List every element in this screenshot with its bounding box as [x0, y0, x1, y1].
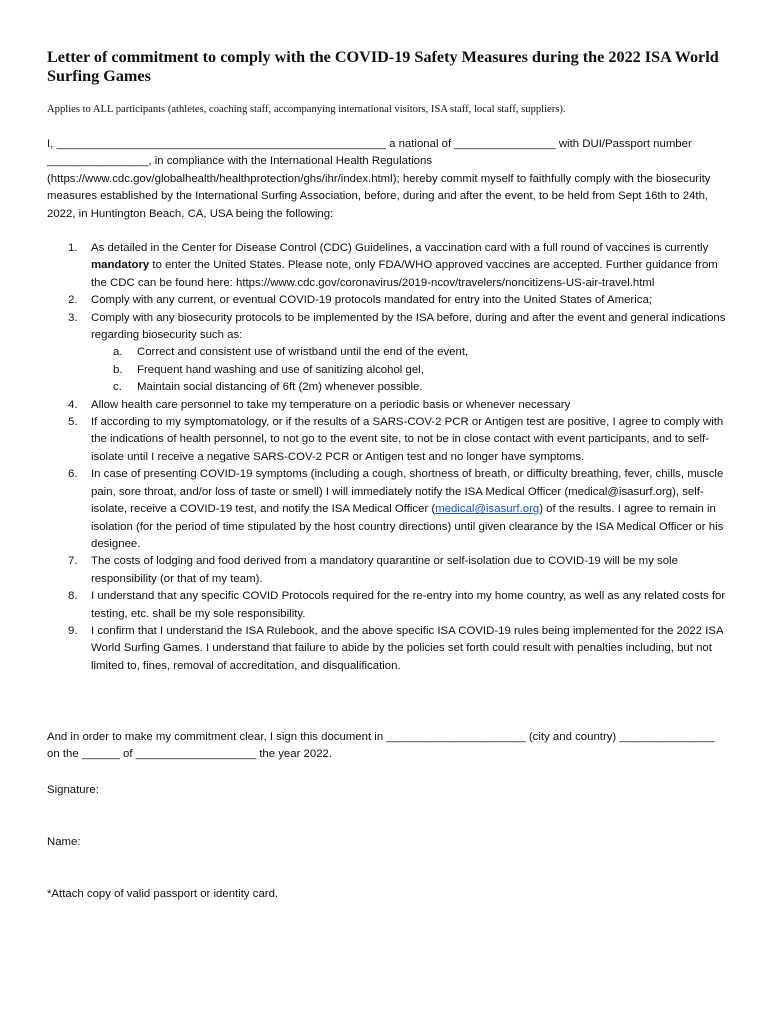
list-item	[47, 588, 727, 623]
list-item-text: ) of the results. I agree to remain in isolation (for the period of time stipulated by the host country directions) until given clearance by the ISA Medical Officer or his designee.	[91, 503, 724, 550]
applies-to-note: Applies to ALL participants (athletes, coaching staff, accompanying international visitors, ISA staff, local staff, suppliers).	[47, 104, 566, 115]
list-item	[47, 292, 727, 309]
list-item-text: If according to my symptomatology, or if the results of a SARS-COV-2 PCR or Antigen test are positive, I agree to comply with the indications of health personnel, to not go to the event site, to not be in close contact with event participants, and to self-isolate until I receive a negative SARS-COV-2 PCR or Antigen test and no longer have symptoms.	[91, 416, 724, 463]
list-item	[47, 240, 727, 292]
sub-list-item	[91, 344, 727, 361]
list-item	[47, 623, 727, 675]
sub-item-text: Correct and consistent use of wristband until the end of the event,	[137, 346, 469, 359]
list-item-text: As detailed in the Center for Disease Control (CDC) Guidelines, a vaccination card with a full round of vaccines is currently	[91, 242, 709, 254]
list-item-text: I understand that any specific COVID Protocols required for the re-entry into my home country, as well as any related costs for testing, etc. shall be my sole responsibility.	[91, 590, 726, 620]
signature-label: Signature:	[47, 784, 99, 796]
list-item-number: 8.	[68, 590, 78, 603]
list-item	[47, 310, 727, 397]
list-item-text: I confirm that I understand the ISA Rulebook, and the above specific ISA COVID-19 rules being implemented for the 2022 ISA World Surfing Games. I understand that failure to abide by the policies set forth could result with penalties including, but not limited to, fines, removal of accreditation, and disqualification.	[91, 624, 723, 672]
list-item-text: Allow health care personnel to take my temperature on a periodic basis or whenever necessary	[91, 398, 571, 411]
name-label: Name:	[47, 836, 81, 848]
mandatory-emphasis: mandatory	[91, 259, 150, 272]
list-item-text: In case of presenting COVID-19 symptoms (including a cough, shortness of breath, or difficulty breathing, fever, chills, muscle pain, sore throat, and/or loss of taste or smell) I will immediately notify the ISA Medical Officer (medical@isasurf.org), self-isolate, receive a COVID-19 test, and notify the ISA Medical Officer (	[91, 468, 724, 516]
list-item-number: 5.	[68, 416, 78, 429]
list-item	[47, 414, 727, 466]
sub-list-item	[91, 362, 727, 379]
passport-footnote: *Attach copy of valid passport or identity card.	[47, 888, 279, 900]
sub-list-item	[91, 379, 727, 396]
measures-list	[47, 240, 727, 675]
list-item-text: Comply with any biosecurity protocols to be implemented by the ISA before, during and after the event and general indications regarding biosecurity such as:	[91, 311, 726, 342]
list-item-text: Comply with any current, or eventual COVID-19 protocols mandated for entry into the United States of America;	[91, 294, 652, 307]
sub-item-letter: c.	[113, 381, 122, 394]
list-item-number: 1.	[68, 242, 78, 254]
list-item-number: 7.	[68, 555, 78, 568]
list-item-number: 9.	[68, 624, 78, 637]
closing-paragraph: And in order to make my commitment clear, I sign this document in ______________________ (city and country) _______________ on the ______ of ___________________ the year 2022.	[47, 731, 715, 761]
list-item-number: 4.	[68, 398, 78, 411]
sub-item-text: Maintain social distancing of 6ft (2m) whenever possible.	[137, 381, 423, 394]
list-item	[47, 466, 727, 553]
medical-officer-email-link[interactable]: medical@isasurf.org	[435, 503, 540, 516]
sub-list	[91, 344, 727, 396]
intro-paragraph: I, ____________________________________________________ a national of ________________ with DUI/Passport number ________________, in compliance with the International Health Regulations (https://www.cdc.gov/globalhealth/healthprotection/ghs/ihr/index.html); hereby commit myself to faithfully comply with the biosecurity measures established by the International Surfing Association, before, during and after the event, to be held from Sept 16th to 24th, 2022, in Huntington Beach, CA, USA being the following:	[47, 138, 711, 220]
document-title: Letter of commitment to comply with the COVID-19 Safety Measures during the 2022 ISA World Surfing Games	[47, 48, 719, 85]
list-item-text: The costs of lodging and food derived from a mandatory quarantine or self-isolation due to COVID-19 will be my sole responsibility (or that of my team).	[91, 555, 678, 585]
list-item	[47, 397, 727, 414]
list-item-text: to enter the United States. Please note, only FDA/WHO approved vaccines are accepted. Further guidance from the CDC can be found here: https://www.cdc.gov/coronavirus/2019-ncov/travelers/noncitizens-US-air-travel.html	[91, 259, 718, 289]
list-item-number: 6.	[68, 468, 78, 481]
list-item-number: 2.	[68, 294, 78, 307]
sub-item-text: Frequent hand washing and use of sanitizing alcohol gel,	[137, 363, 424, 376]
list-item	[47, 553, 727, 588]
sub-item-letter: b.	[113, 363, 123, 376]
sub-item-letter: a.	[113, 346, 123, 359]
list-item-number: 3.	[68, 311, 78, 324]
